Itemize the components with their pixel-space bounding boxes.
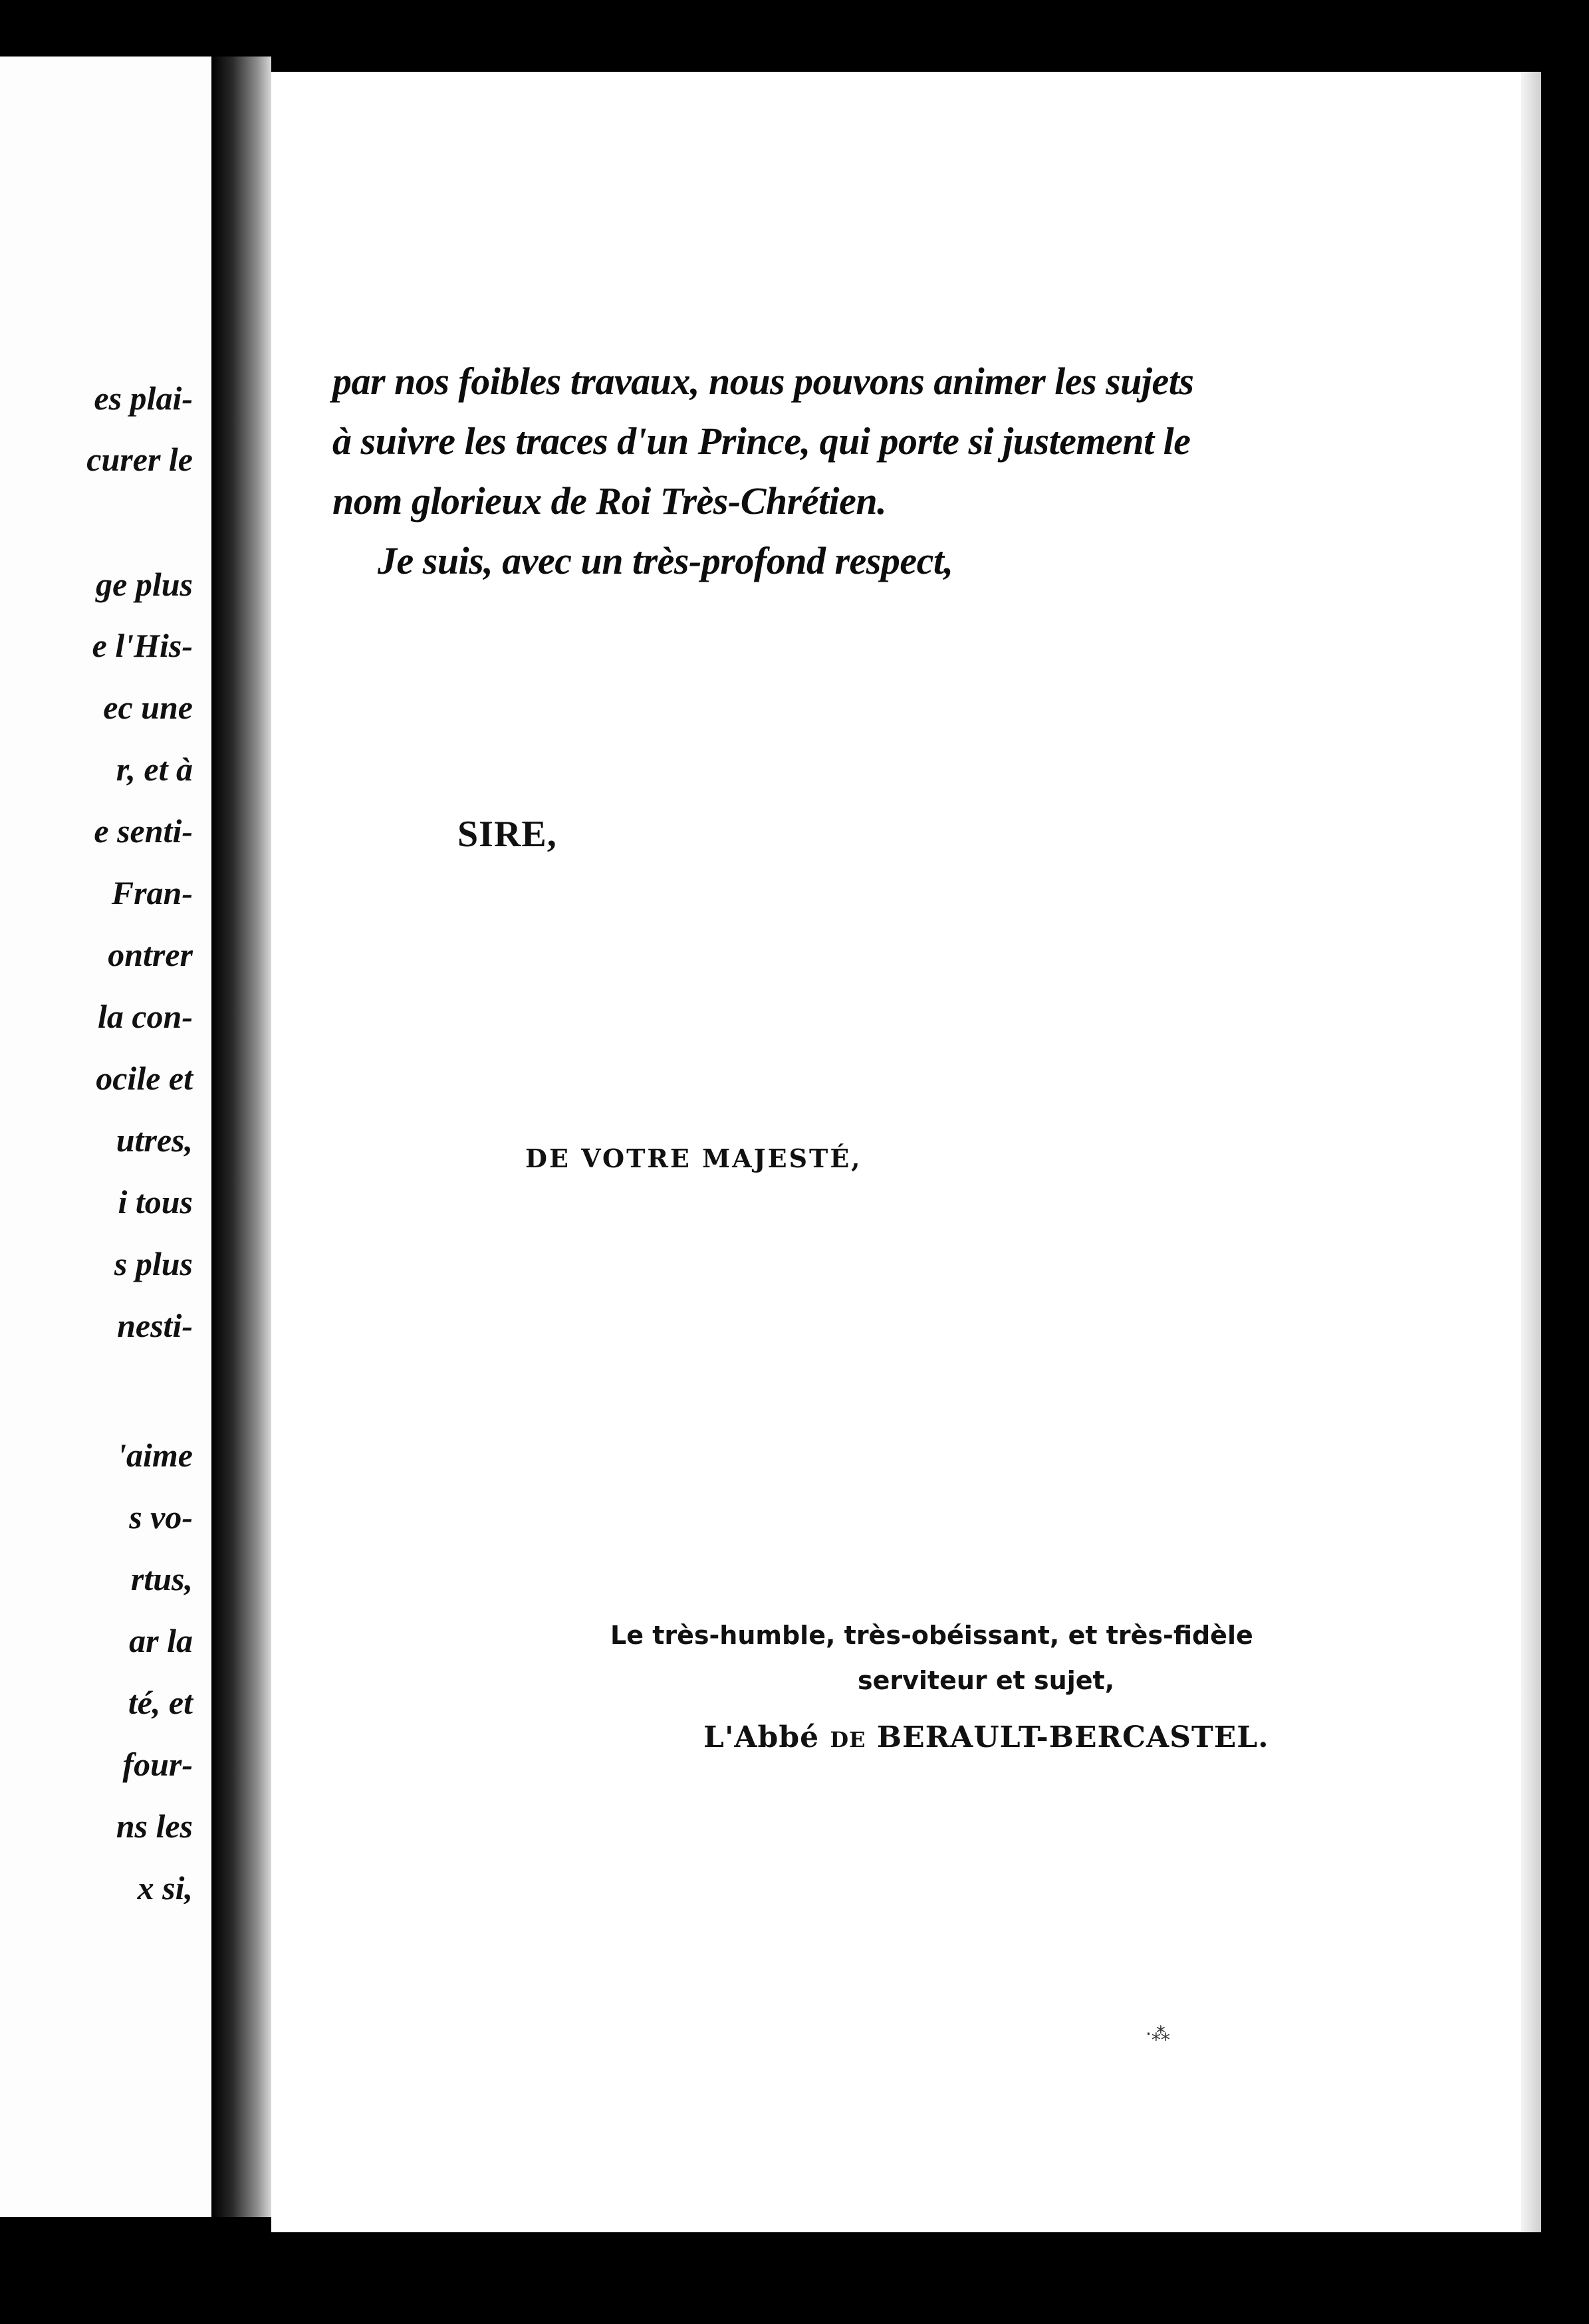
left-line: four- [122, 1746, 193, 1783]
author-signature [703, 1720, 1269, 1754]
left-line: utres, [116, 1121, 193, 1159]
main-page [271, 72, 1521, 2232]
closing-line: serviteur et sujet, [858, 1666, 1115, 1695]
author-particle: DE [830, 1727, 866, 1752]
body-text-line: nom glorieux de Roi Très-Chrétien. [332, 479, 887, 523]
left-line: e senti- [94, 812, 193, 850]
left-line: rtus, [130, 1560, 193, 1597]
left-line: ge plus [96, 566, 193, 603]
left-line: r, et à [116, 751, 193, 788]
left-line: Fran- [111, 874, 193, 911]
author-name: BERAULT-BERCASTEL. [876, 1720, 1269, 1754]
closing-line: Le très-humble, très-obéissant, et très-fidèle [610, 1621, 1253, 1650]
body-text-line: Je suis, avec un très-profond respect, [378, 539, 953, 582]
left-line: s vo- [129, 1498, 193, 1536]
book-gutter-shadow [211, 57, 271, 2217]
left-line: ns les [116, 1807, 193, 1845]
left-line: e l'His- [92, 627, 193, 664]
left-line: curer le [86, 441, 193, 478]
left-line: s plus [114, 1245, 193, 1282]
author-prefix: L'Abbé [703, 1720, 820, 1754]
majesty-line: DE VOTRE MAJESTÉ, [525, 1143, 862, 1173]
salutation: SIRE, [457, 814, 557, 855]
left-facing-page [0, 57, 211, 2217]
left-line: x si, [137, 1869, 193, 1907]
left-line: 'aime [117, 1437, 193, 1474]
left-line: i tous [118, 1183, 193, 1220]
left-line: ar la [129, 1622, 193, 1659]
left-line: ocile et [96, 1060, 193, 1097]
left-line: ontrer [108, 936, 193, 973]
body-text-line: par nos foibles travaux, nous pouvons animer les sujets [332, 360, 1194, 403]
left-line: la con- [97, 998, 193, 1035]
body-text-line: à suivre les traces d'un Prince, qui porte si justement le [332, 419, 1191, 463]
page-edge [1521, 72, 1541, 2232]
ink-mark: ·⁂ [1146, 2023, 1170, 2045]
left-line: es plai- [94, 380, 193, 417]
left-line: ec une [103, 689, 193, 726]
left-line: té, et [128, 1684, 193, 1721]
left-line: nesti- [117, 1307, 193, 1344]
